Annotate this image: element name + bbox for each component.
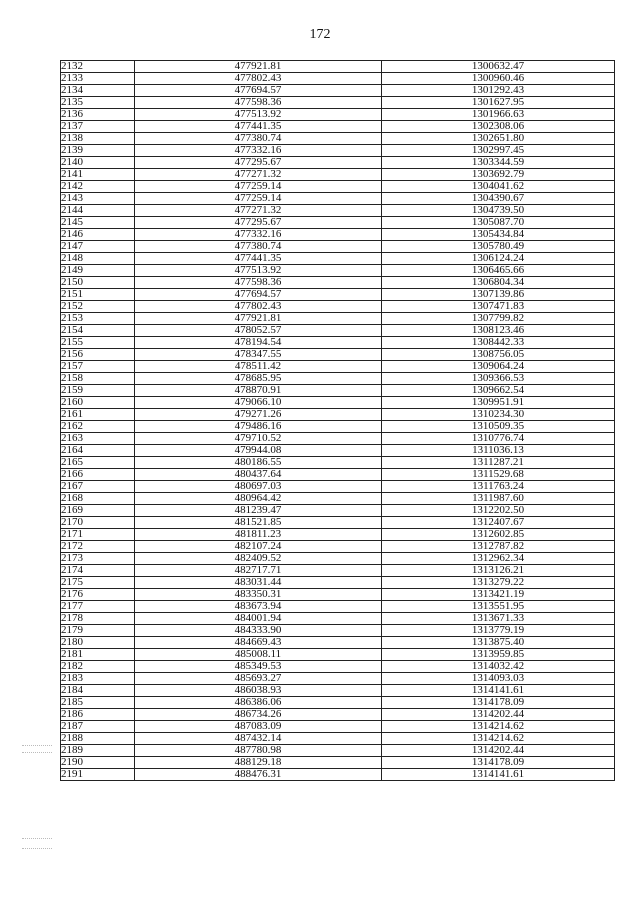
table-row xyxy=(61,73,615,85)
table-row xyxy=(61,61,615,73)
x-coordinate-cell: 477259.14 xyxy=(135,181,382,193)
y-coordinate-cell: 1304739.50 xyxy=(382,205,615,217)
margin-mark xyxy=(22,752,52,754)
x-coordinate-cell: 480186.55 xyxy=(135,457,382,469)
table-row xyxy=(61,637,615,649)
y-coordinate-cell: 1313279.22 xyxy=(382,577,615,589)
point-number-cell: 2171 xyxy=(61,529,135,541)
point-number-cell: 2190 xyxy=(61,757,135,769)
table-row xyxy=(61,553,615,565)
y-coordinate-cell: 1309951.91 xyxy=(382,397,615,409)
point-number-cell: 2134 xyxy=(61,85,135,97)
point-number-cell: 2180 xyxy=(61,637,135,649)
point-number-cell: 2187 xyxy=(61,721,135,733)
table-row xyxy=(61,733,615,745)
x-coordinate-cell: 486038.93 xyxy=(135,685,382,697)
y-coordinate-cell: 1301292.43 xyxy=(382,85,615,97)
point-number-cell: 2178 xyxy=(61,613,135,625)
table-row xyxy=(61,397,615,409)
x-coordinate-cell: 487083.09 xyxy=(135,721,382,733)
y-coordinate-cell: 1310234.30 xyxy=(382,409,615,421)
y-coordinate-cell: 1314141.61 xyxy=(382,769,615,781)
point-number-cell: 2174 xyxy=(61,565,135,577)
x-coordinate-cell: 483673.94 xyxy=(135,601,382,613)
point-number-cell: 2148 xyxy=(61,253,135,265)
point-number-cell: 2152 xyxy=(61,301,135,313)
x-coordinate-cell: 487432.14 xyxy=(135,733,382,745)
table-row xyxy=(61,349,615,361)
x-coordinate-cell: 477380.74 xyxy=(135,241,382,253)
y-coordinate-cell: 1307139.86 xyxy=(382,289,615,301)
y-coordinate-cell: 1314214.62 xyxy=(382,721,615,733)
y-coordinate-cell: 1314141.61 xyxy=(382,685,615,697)
table-row xyxy=(61,85,615,97)
y-coordinate-cell: 1305434.84 xyxy=(382,229,615,241)
y-coordinate-cell: 1310509.35 xyxy=(382,421,615,433)
y-coordinate-cell: 1312407.67 xyxy=(382,517,615,529)
coordinates-table xyxy=(60,60,615,781)
x-coordinate-cell: 486386.06 xyxy=(135,697,382,709)
y-coordinate-cell: 1305780.49 xyxy=(382,241,615,253)
y-coordinate-cell: 1301627.95 xyxy=(382,97,615,109)
x-coordinate-cell: 479486.16 xyxy=(135,421,382,433)
x-coordinate-cell: 478052.57 xyxy=(135,325,382,337)
point-number-cell: 2179 xyxy=(61,625,135,637)
table-row xyxy=(61,661,615,673)
y-coordinate-cell: 1314178.09 xyxy=(382,757,615,769)
x-coordinate-cell: 477332.16 xyxy=(135,229,382,241)
point-number-cell: 2166 xyxy=(61,469,135,481)
x-coordinate-cell: 479066.10 xyxy=(135,397,382,409)
table-row xyxy=(61,181,615,193)
table-row xyxy=(61,289,615,301)
point-number-cell: 2173 xyxy=(61,553,135,565)
y-coordinate-cell: 1307799.82 xyxy=(382,313,615,325)
table-row xyxy=(61,649,615,661)
table-row xyxy=(61,301,615,313)
point-number-cell: 2165 xyxy=(61,457,135,469)
y-coordinate-cell: 1301966.63 xyxy=(382,109,615,121)
point-number-cell: 2186 xyxy=(61,709,135,721)
point-number-cell: 2167 xyxy=(61,481,135,493)
y-coordinate-cell: 1312202.50 xyxy=(382,505,615,517)
table-row xyxy=(61,337,615,349)
x-coordinate-cell: 484669.43 xyxy=(135,637,382,649)
point-number-cell: 2149 xyxy=(61,265,135,277)
y-coordinate-cell: 1302651.80 xyxy=(382,133,615,145)
table-row xyxy=(61,169,615,181)
point-number-cell: 2162 xyxy=(61,421,135,433)
y-coordinate-cell: 1314202.44 xyxy=(382,745,615,757)
y-coordinate-cell: 1312787.82 xyxy=(382,541,615,553)
y-coordinate-cell: 1314032.42 xyxy=(382,661,615,673)
y-coordinate-cell: 1312962.34 xyxy=(382,553,615,565)
point-number-cell: 2145 xyxy=(61,217,135,229)
table-row xyxy=(61,565,615,577)
point-number-cell: 2142 xyxy=(61,181,135,193)
table-row xyxy=(61,757,615,769)
y-coordinate-cell: 1300632.47 xyxy=(382,61,615,73)
point-number-cell: 2158 xyxy=(61,373,135,385)
margin-mark xyxy=(22,848,52,850)
table-row xyxy=(61,493,615,505)
table-row xyxy=(61,409,615,421)
point-number-cell: 2139 xyxy=(61,145,135,157)
y-coordinate-cell: 1313779.19 xyxy=(382,625,615,637)
y-coordinate-cell: 1303692.79 xyxy=(382,169,615,181)
table-row xyxy=(61,217,615,229)
y-coordinate-cell: 1306804.34 xyxy=(382,277,615,289)
y-coordinate-cell: 1306124.24 xyxy=(382,253,615,265)
point-number-cell: 2182 xyxy=(61,661,135,673)
table-row xyxy=(61,385,615,397)
y-coordinate-cell: 1306465.66 xyxy=(382,265,615,277)
x-coordinate-cell: 477598.36 xyxy=(135,277,382,289)
point-number-cell: 2185 xyxy=(61,697,135,709)
table-row xyxy=(61,325,615,337)
table-row xyxy=(61,97,615,109)
point-number-cell: 2143 xyxy=(61,193,135,205)
table-row xyxy=(61,241,615,253)
table-row xyxy=(61,673,615,685)
point-number-cell: 2176 xyxy=(61,589,135,601)
point-number-cell: 2169 xyxy=(61,505,135,517)
y-coordinate-cell: 1308756.05 xyxy=(382,349,615,361)
table-row xyxy=(61,721,615,733)
x-coordinate-cell: 485693.27 xyxy=(135,673,382,685)
point-number-cell: 2177 xyxy=(61,601,135,613)
y-coordinate-cell: 1313959.85 xyxy=(382,649,615,661)
point-number-cell: 2144 xyxy=(61,205,135,217)
point-number-cell: 2154 xyxy=(61,325,135,337)
point-number-cell: 2184 xyxy=(61,685,135,697)
table-row xyxy=(61,685,615,697)
table-row xyxy=(61,157,615,169)
y-coordinate-cell: 1310776.74 xyxy=(382,433,615,445)
y-coordinate-cell: 1308442.33 xyxy=(382,337,615,349)
y-coordinate-cell: 1313671.33 xyxy=(382,613,615,625)
x-coordinate-cell: 482409.52 xyxy=(135,553,382,565)
x-coordinate-cell: 477271.32 xyxy=(135,169,382,181)
x-coordinate-cell: 479271.26 xyxy=(135,409,382,421)
table-row xyxy=(61,457,615,469)
point-number-cell: 2156 xyxy=(61,349,135,361)
table-row xyxy=(61,229,615,241)
table-row xyxy=(61,433,615,445)
table-row xyxy=(61,133,615,145)
table-row xyxy=(61,505,615,517)
y-coordinate-cell: 1309064.24 xyxy=(382,361,615,373)
y-coordinate-cell: 1311287.21 xyxy=(382,457,615,469)
table-row xyxy=(61,541,615,553)
point-number-cell: 2191 xyxy=(61,769,135,781)
table-row xyxy=(61,121,615,133)
table-row xyxy=(61,709,615,721)
table-row xyxy=(61,589,615,601)
point-number-cell: 2150 xyxy=(61,277,135,289)
y-coordinate-cell: 1313875.40 xyxy=(382,637,615,649)
point-number-cell: 2155 xyxy=(61,337,135,349)
margin-mark xyxy=(22,838,52,840)
point-number-cell: 2189 xyxy=(61,745,135,757)
x-coordinate-cell: 480964.42 xyxy=(135,493,382,505)
x-coordinate-cell: 477295.67 xyxy=(135,157,382,169)
point-number-cell: 2172 xyxy=(61,541,135,553)
point-number-cell: 2133 xyxy=(61,73,135,85)
coordinates-table-body xyxy=(61,61,615,781)
point-number-cell: 2151 xyxy=(61,289,135,301)
point-number-cell: 2183 xyxy=(61,673,135,685)
x-coordinate-cell: 480697.03 xyxy=(135,481,382,493)
x-coordinate-cell: 488129.18 xyxy=(135,757,382,769)
table-row xyxy=(61,769,615,781)
table-row xyxy=(61,445,615,457)
x-coordinate-cell: 479710.52 xyxy=(135,433,382,445)
x-coordinate-cell: 481521.85 xyxy=(135,517,382,529)
y-coordinate-cell: 1311763.24 xyxy=(382,481,615,493)
point-number-cell: 2181 xyxy=(61,649,135,661)
y-coordinate-cell: 1300960.46 xyxy=(382,73,615,85)
point-number-cell: 2159 xyxy=(61,385,135,397)
x-coordinate-cell: 477513.92 xyxy=(135,265,382,277)
point-number-cell: 2137 xyxy=(61,121,135,133)
point-number-cell: 2160 xyxy=(61,397,135,409)
point-number-cell: 2135 xyxy=(61,97,135,109)
y-coordinate-cell: 1302308.06 xyxy=(382,121,615,133)
table-row xyxy=(61,613,615,625)
x-coordinate-cell: 484333.90 xyxy=(135,625,382,637)
y-coordinate-cell: 1305087.70 xyxy=(382,217,615,229)
table-row xyxy=(61,109,615,121)
x-coordinate-cell: 477441.35 xyxy=(135,121,382,133)
x-coordinate-cell: 477802.43 xyxy=(135,73,382,85)
margin-mark xyxy=(22,745,52,747)
y-coordinate-cell: 1314093.03 xyxy=(382,673,615,685)
table-row xyxy=(61,373,615,385)
table-row xyxy=(61,265,615,277)
x-coordinate-cell: 485349.53 xyxy=(135,661,382,673)
point-number-cell: 2188 xyxy=(61,733,135,745)
y-coordinate-cell: 1314178.09 xyxy=(382,697,615,709)
x-coordinate-cell: 482717.71 xyxy=(135,565,382,577)
point-number-cell: 2138 xyxy=(61,133,135,145)
point-number-cell: 2132 xyxy=(61,61,135,73)
x-coordinate-cell: 488476.31 xyxy=(135,769,382,781)
y-coordinate-cell: 1307471.83 xyxy=(382,301,615,313)
point-number-cell: 2164 xyxy=(61,445,135,457)
x-coordinate-cell: 477259.14 xyxy=(135,193,382,205)
point-number-cell: 2163 xyxy=(61,433,135,445)
x-coordinate-cell: 479944.08 xyxy=(135,445,382,457)
x-coordinate-cell: 477513.92 xyxy=(135,109,382,121)
page-number: 172 xyxy=(309,27,331,42)
x-coordinate-cell: 478194.54 xyxy=(135,337,382,349)
point-number-cell: 2146 xyxy=(61,229,135,241)
y-coordinate-cell: 1309366.53 xyxy=(382,373,615,385)
y-coordinate-cell: 1314214.62 xyxy=(382,733,615,745)
y-coordinate-cell: 1311036.13 xyxy=(382,445,615,457)
x-coordinate-cell: 477441.35 xyxy=(135,253,382,265)
point-number-cell: 2147 xyxy=(61,241,135,253)
x-coordinate-cell: 477802.43 xyxy=(135,301,382,313)
y-coordinate-cell: 1308123.46 xyxy=(382,325,615,337)
y-coordinate-cell: 1314202.44 xyxy=(382,709,615,721)
table-row xyxy=(61,253,615,265)
x-coordinate-cell: 483031.44 xyxy=(135,577,382,589)
x-coordinate-cell: 477271.32 xyxy=(135,205,382,217)
point-number-cell: 2140 xyxy=(61,157,135,169)
table-row xyxy=(61,361,615,373)
x-coordinate-cell: 485008.11 xyxy=(135,649,382,661)
x-coordinate-cell: 477598.36 xyxy=(135,97,382,109)
x-coordinate-cell: 484001.94 xyxy=(135,613,382,625)
x-coordinate-cell: 477380.74 xyxy=(135,133,382,145)
table-row xyxy=(61,481,615,493)
x-coordinate-cell: 477332.16 xyxy=(135,145,382,157)
point-number-cell: 2175 xyxy=(61,577,135,589)
table-row xyxy=(61,745,615,757)
table-row xyxy=(61,601,615,613)
point-number-cell: 2170 xyxy=(61,517,135,529)
y-coordinate-cell: 1311987.60 xyxy=(382,493,615,505)
table-row xyxy=(61,205,615,217)
point-number-cell: 2157 xyxy=(61,361,135,373)
x-coordinate-cell: 477921.81 xyxy=(135,313,382,325)
x-coordinate-cell: 477295.67 xyxy=(135,217,382,229)
y-coordinate-cell: 1304041.62 xyxy=(382,181,615,193)
table-row xyxy=(61,469,615,481)
x-coordinate-cell: 483350.31 xyxy=(135,589,382,601)
y-coordinate-cell: 1313551.95 xyxy=(382,601,615,613)
x-coordinate-cell: 478511.42 xyxy=(135,361,382,373)
y-coordinate-cell: 1309662.54 xyxy=(382,385,615,397)
table-row xyxy=(61,697,615,709)
point-number-cell: 2141 xyxy=(61,169,135,181)
table-row xyxy=(61,277,615,289)
table-row xyxy=(61,193,615,205)
x-coordinate-cell: 477921.81 xyxy=(135,61,382,73)
y-coordinate-cell: 1302997.45 xyxy=(382,145,615,157)
y-coordinate-cell: 1313421.19 xyxy=(382,589,615,601)
table-row xyxy=(61,421,615,433)
table-row xyxy=(61,517,615,529)
x-coordinate-cell: 482107.24 xyxy=(135,541,382,553)
x-coordinate-cell: 480437.64 xyxy=(135,469,382,481)
x-coordinate-cell: 486734.26 xyxy=(135,709,382,721)
table-row xyxy=(61,313,615,325)
table-row xyxy=(61,577,615,589)
x-coordinate-cell: 487780.98 xyxy=(135,745,382,757)
x-coordinate-cell: 481811.23 xyxy=(135,529,382,541)
point-number-cell: 2168 xyxy=(61,493,135,505)
point-number-cell: 2136 xyxy=(61,109,135,121)
table-row xyxy=(61,529,615,541)
y-coordinate-cell: 1312602.85 xyxy=(382,529,615,541)
table-row xyxy=(61,625,615,637)
point-number-cell: 2153 xyxy=(61,313,135,325)
x-coordinate-cell: 481239.47 xyxy=(135,505,382,517)
x-coordinate-cell: 477694.57 xyxy=(135,85,382,97)
table-row xyxy=(61,145,615,157)
x-coordinate-cell: 478685.95 xyxy=(135,373,382,385)
y-coordinate-cell: 1311529.68 xyxy=(382,469,615,481)
x-coordinate-cell: 478870.91 xyxy=(135,385,382,397)
x-coordinate-cell: 478347.55 xyxy=(135,349,382,361)
y-coordinate-cell: 1313126.21 xyxy=(382,565,615,577)
y-coordinate-cell: 1304390.67 xyxy=(382,193,615,205)
y-coordinate-cell: 1303344.59 xyxy=(382,157,615,169)
x-coordinate-cell: 477694.57 xyxy=(135,289,382,301)
point-number-cell: 2161 xyxy=(61,409,135,421)
